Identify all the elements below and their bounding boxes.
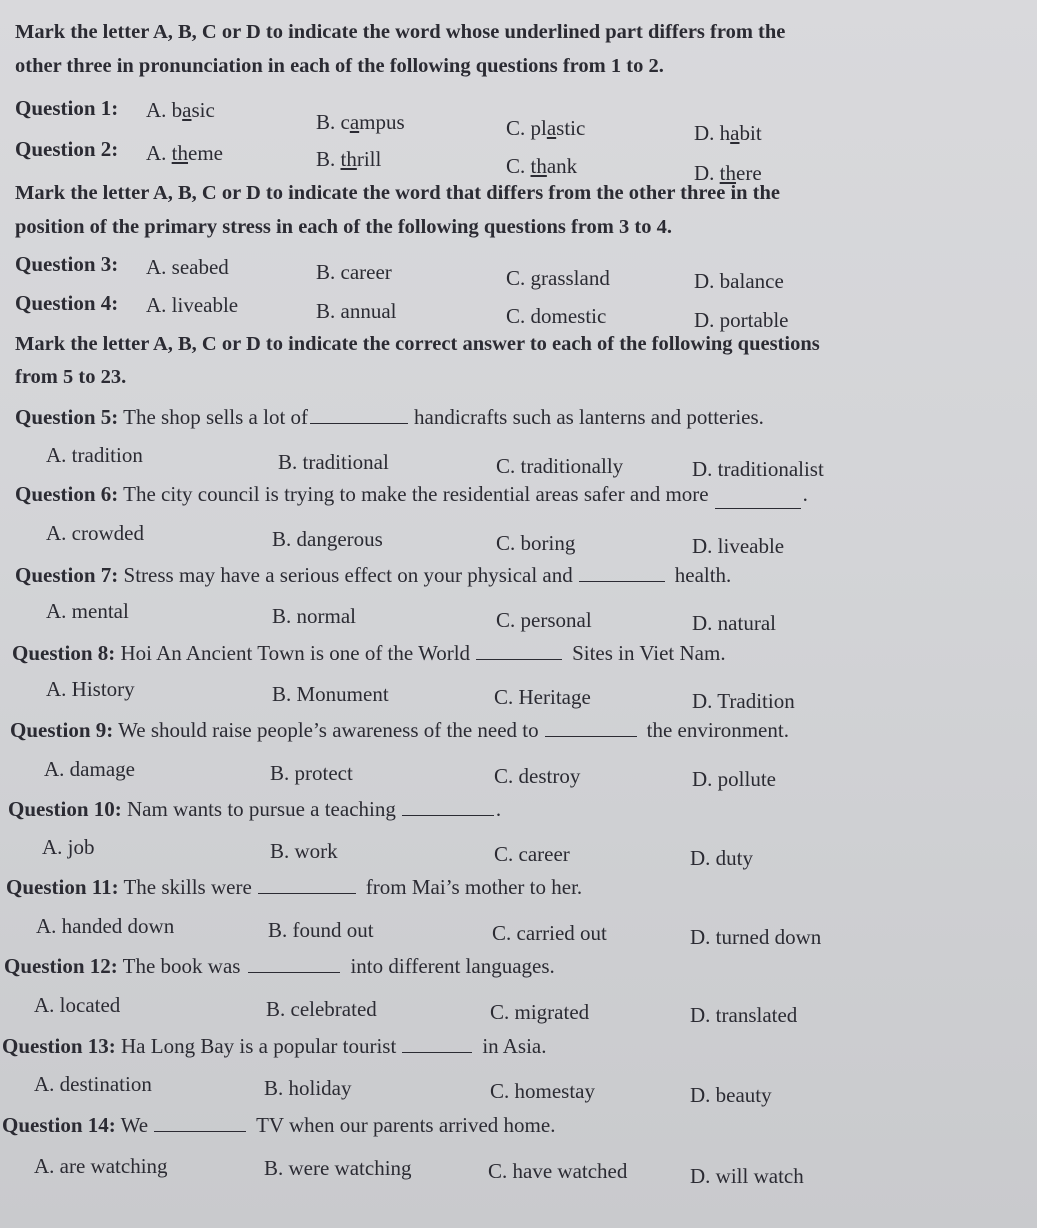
question-1-label: Question 1:	[15, 96, 119, 120]
q6-option-b[interactable]: B. dangerous	[272, 527, 383, 551]
q1-option-a[interactable]	[146, 97, 215, 123]
q1-c-underlined: a	[546, 116, 557, 140]
question-7-label: Question 7:	[15, 563, 119, 587]
question-7-text-after: health.	[674, 563, 732, 587]
question-8-stem	[12, 640, 726, 666]
instruction-correct-answer-line2: from 5 to 23.	[15, 366, 127, 388]
q4-option-d[interactable]: D. portable	[694, 308, 789, 332]
question-11-text-after: from Mai’s mother to her.	[365, 875, 583, 899]
answer-blank[interactable]	[715, 490, 801, 509]
question-3-label: Question 3:	[15, 252, 119, 276]
q2-c-post: ank	[546, 154, 578, 178]
instruction-pronunciation-line2: other three in pronunciation in each of the following questions from 1 to 2.	[15, 55, 664, 77]
q11-option-d[interactable]: D. turned down	[690, 925, 822, 949]
q1-a-underlined: a	[182, 98, 192, 122]
question-4-label: Question 4:	[15, 291, 119, 315]
q6-option-c[interactable]: C. boring	[496, 531, 576, 555]
q10-option-c[interactable]: C. career	[494, 842, 570, 866]
q1-b-pre: B. c	[316, 110, 350, 134]
q1-d-pre: D. h	[694, 121, 731, 145]
q2-option-c[interactable]	[506, 153, 577, 179]
q4-option-b[interactable]: B. annual	[316, 299, 397, 323]
question-10-text-before: Nam wants to pursue a teaching	[127, 797, 396, 821]
q10-option-b[interactable]: B. work	[270, 839, 338, 863]
q3-option-d[interactable]: D. balance	[694, 269, 784, 293]
q2-d-underlined: th	[719, 161, 737, 185]
q2-c-pre: C.	[506, 154, 531, 178]
answer-blank[interactable]	[258, 875, 356, 894]
question-14-label: Question 14:	[2, 1113, 116, 1137]
q1-c-pre: C. pl	[506, 116, 547, 140]
question-13-label: Question 13:	[2, 1034, 116, 1058]
question-5-stem	[15, 404, 764, 430]
q5-option-b[interactable]: B. traditional	[278, 450, 389, 474]
answer-blank[interactable]	[310, 405, 408, 424]
q1-option-b[interactable]	[316, 109, 405, 135]
q2-b-post: rill	[356, 147, 382, 171]
q2-a-underlined: th	[171, 141, 189, 165]
q12-option-b[interactable]: B. celebrated	[266, 997, 377, 1021]
q8-option-b[interactable]: B. Monument	[272, 682, 389, 706]
instruction-stress-line1: Mark the letter A, B, C or D to indicate the word that differs from the other three in the	[15, 182, 781, 204]
question-9-text-after: the environment.	[646, 718, 789, 742]
answer-blank[interactable]	[402, 797, 494, 816]
question-14-text-after: TV when our parents arrived home.	[256, 1113, 556, 1137]
question-5-text-before: The shop sells a lot of	[123, 405, 309, 429]
q1-b-underlined: a	[349, 110, 360, 134]
q13-option-a[interactable]: A. destination	[34, 1072, 152, 1096]
q1-d-post: bit	[739, 121, 762, 145]
question-14-text-before: We	[120, 1113, 149, 1137]
q12-option-a[interactable]: A. located	[34, 993, 121, 1017]
question-8-label: Question 8:	[12, 641, 116, 665]
q12-option-d[interactable]: D. translated	[690, 1003, 798, 1027]
question-9-text-before: We should raise people’s awareness of the need to	[118, 718, 539, 742]
question-13-stem	[2, 1033, 546, 1059]
question-6-stem	[15, 481, 808, 507]
q6-option-d[interactable]: D. liveable	[692, 534, 785, 558]
q2-b-underlined: th	[340, 147, 357, 171]
q8-option-c[interactable]: C. Heritage	[494, 685, 591, 709]
q9-option-d[interactable]: D. pollute	[692, 767, 776, 791]
question-8-text-before: Hoi An Ancient Town is one of the World	[120, 641, 471, 665]
question-13-text-after: in Asia.	[482, 1034, 547, 1058]
question-12-text-before: The book was	[122, 954, 241, 978]
question-2-label: Question 2:	[15, 137, 119, 161]
answer-blank[interactable]	[248, 954, 340, 973]
q2-option-b[interactable]	[316, 146, 381, 172]
q1-option-d[interactable]	[694, 120, 762, 146]
question-6-text-before: The city council is trying to make the residential areas safer and more	[123, 482, 709, 506]
q2-option-a[interactable]	[146, 140, 223, 166]
q3-option-c[interactable]: C. grassland	[506, 266, 610, 290]
question-7-text-before: Stress may have a serious effect on your physical and	[123, 563, 573, 587]
question-12-stem	[4, 953, 555, 979]
answer-blank[interactable]	[402, 1034, 472, 1053]
q7-option-d[interactable]: D. natural	[692, 611, 776, 635]
instruction-pronunciation-line1: Mark the letter A, B, C or D to indicate the word whose underlined part differs from the	[15, 21, 786, 43]
answer-blank[interactable]	[154, 1113, 246, 1132]
q3-option-b[interactable]: B. career	[316, 260, 392, 284]
q2-b-pre: B.	[316, 147, 341, 171]
q8-option-a[interactable]: A. History	[46, 677, 135, 701]
q4-option-c[interactable]: C. domestic	[506, 304, 607, 328]
q10-option-d[interactable]: D. duty	[690, 846, 753, 870]
q5-option-a[interactable]: A. tradition	[46, 443, 143, 467]
q12-option-c[interactable]: C. migrated	[490, 1000, 590, 1024]
answer-blank[interactable]	[545, 718, 637, 737]
question-10-label: Question 10:	[8, 797, 122, 821]
q9-option-b[interactable]: B. protect	[270, 761, 353, 785]
q1-d-underlined: a	[730, 121, 740, 145]
question-11-text-before: The skills were	[123, 875, 252, 899]
q2-c-underlined: th	[530, 154, 547, 178]
question-8-text-after: Sites in Viet Nam.	[572, 641, 726, 665]
q7-option-b[interactable]: B. normal	[272, 604, 356, 628]
q2-a-post: eme	[188, 141, 223, 165]
q2-d-pre: D.	[694, 161, 720, 185]
q7-option-c[interactable]: C. personal	[496, 608, 592, 632]
q2-d-post: ere	[736, 161, 762, 185]
question-6-label: Question 6:	[15, 482, 119, 506]
q1-a-pre: A. b	[146, 98, 183, 122]
q11-option-b[interactable]: B. found out	[268, 918, 374, 942]
q1-c-post: stic	[556, 116, 586, 140]
question-14-stem	[2, 1112, 555, 1138]
q1-b-post: mpus	[359, 110, 405, 134]
q9-option-c[interactable]: C. destroy	[494, 764, 581, 788]
q14-option-b[interactable]: B. were watching	[264, 1156, 412, 1180]
q1-a-post: sic	[191, 98, 215, 122]
q6-option-a[interactable]: A. crowded	[46, 521, 144, 545]
instruction-correct-answer-line1: Mark the letter A, B, C or D to indicate the correct answer to each of the following questions	[15, 333, 820, 355]
q3-option-a[interactable]: A. seabed	[146, 255, 229, 279]
q2-a-pre: A.	[146, 141, 172, 165]
q13-option-b[interactable]: B. holiday	[264, 1076, 352, 1100]
answer-blank[interactable]	[476, 641, 562, 660]
q10-option-a[interactable]: A. job	[42, 835, 95, 859]
question-5-text-after: handicrafts such as lanterns and potteries.	[414, 405, 764, 429]
q13-option-d[interactable]: D. beauty	[690, 1083, 772, 1107]
q13-option-c[interactable]: C. homestay	[490, 1079, 595, 1103]
q14-option-a[interactable]: A. are watching	[34, 1154, 168, 1178]
question-12-label: Question 12:	[4, 954, 118, 978]
q4-option-a[interactable]: A. liveable	[146, 293, 239, 317]
question-6-text-after: .	[802, 482, 808, 506]
question-13-text-before: Ha Long Bay is a popular tourist	[121, 1034, 397, 1058]
q8-option-d[interactable]: D. Tradition	[692, 689, 795, 713]
question-5-label: Question 5:	[15, 405, 119, 429]
q14-option-c[interactable]: C. have watched	[488, 1159, 628, 1183]
instruction-stress-line2: position of the primary stress in each of the following questions from 3 to 4.	[15, 216, 672, 238]
q11-option-a[interactable]: A. handed down	[36, 914, 175, 938]
q5-option-d[interactable]: D. traditionalist	[692, 457, 824, 481]
q9-option-a[interactable]: A. damage	[44, 757, 135, 781]
q1-option-c[interactable]	[506, 115, 585, 141]
q5-option-c[interactable]: C. traditionally	[496, 454, 624, 478]
question-10-text-after: .	[495, 797, 502, 821]
question-10-stem	[8, 796, 501, 822]
q14-option-d[interactable]: D. will watch	[690, 1164, 804, 1188]
question-9-stem	[10, 717, 789, 743]
question-11-stem	[6, 874, 582, 900]
question-7-stem	[15, 562, 731, 588]
q7-option-a[interactable]: A. mental	[46, 599, 129, 623]
q11-option-c[interactable]: C. carried out	[492, 921, 607, 945]
question-9-label: Question 9:	[10, 718, 114, 742]
question-11-label: Question 11:	[6, 875, 119, 899]
question-12-text-after: into different languages.	[350, 954, 555, 978]
answer-blank[interactable]	[579, 563, 665, 582]
